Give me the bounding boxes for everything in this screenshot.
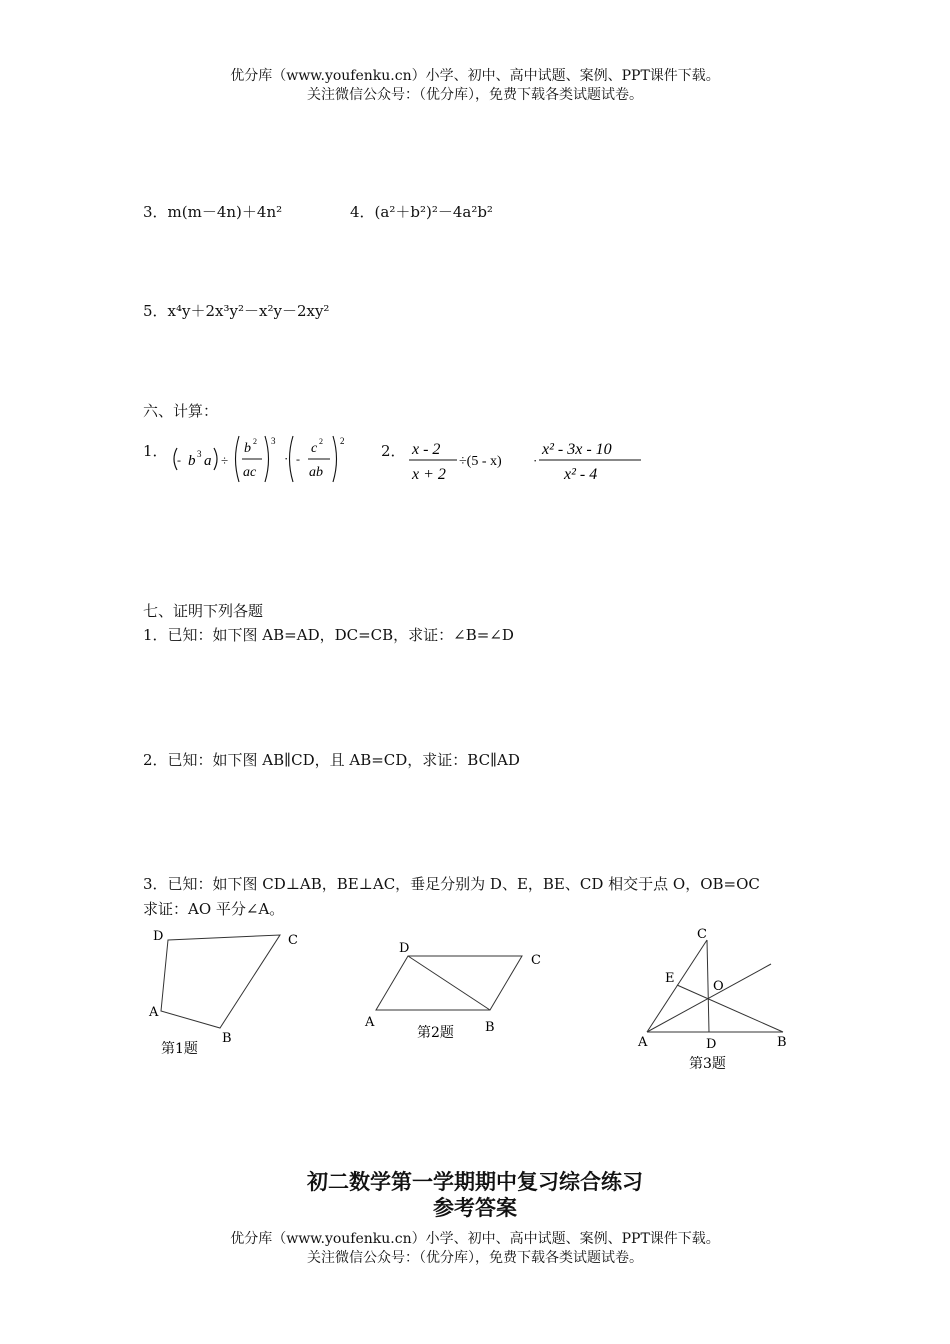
fraction-a-num: x - 2 [412, 441, 441, 458]
diagonal-db [408, 956, 490, 1010]
fraction-b-num: x² - 3x - 10 [542, 441, 612, 458]
label-b: B [777, 1035, 787, 1050]
proof-question-2: 2．已知：如下图 AB∥CD，且 AB=CD，求证：BC∥AD [143, 751, 520, 769]
figure-2 [355, 930, 555, 1050]
problem-4-number: 4． [350, 203, 375, 221]
segment-cd [707, 940, 709, 1032]
answer-subtitle: 参考答案 [433, 1196, 517, 1220]
neg-sign: - [177, 453, 181, 467]
label-d: D [399, 941, 410, 956]
fraction-2-den: ab [309, 465, 323, 480]
segment-ac [647, 940, 707, 1032]
problem-3-number: 3． [143, 203, 168, 221]
quadrilateral-abcd [161, 935, 280, 1028]
label-c: C [288, 933, 298, 948]
base-b: b [188, 453, 196, 469]
figure-3-caption: 第3题 [689, 1056, 726, 1072]
label-a: A [365, 1015, 375, 1030]
figure-3 [625, 922, 805, 1077]
label-c: C [531, 953, 541, 968]
calc-1-expression [165, 432, 355, 488]
label-b: B [222, 1031, 232, 1046]
dot-sign-2: · [533, 453, 538, 468]
fraction-b-den: x² - 4 [564, 466, 598, 483]
base-a: a [204, 453, 212, 469]
label-d: D [153, 929, 164, 944]
divide-sign: ÷ [221, 453, 229, 468]
problem-5 [143, 301, 329, 321]
label-a: A [638, 1035, 648, 1050]
proof-question-1: 1．已知：如下图 AB=AD，DC=CB，求证：∠B=∠D [143, 626, 514, 644]
power-1: 3 [271, 436, 276, 446]
fraction-2-neg: - [296, 452, 300, 466]
footer-line-2: 关注微信公众号：（优分库），免费下载各类试题试卷。 [307, 1250, 643, 1266]
divide-term: ÷(5 - x) [459, 454, 502, 469]
header-line-2: 关注微信公众号：（优分库），免费下载各类试题试卷。 [307, 87, 643, 103]
calc-2-number: 2． [381, 442, 406, 460]
section-7-heading: 七、证明下列各题 [143, 602, 264, 620]
segment-be [677, 985, 783, 1032]
label-a: A [149, 1005, 159, 1020]
proof-question-3-line-2: 求证：AO 平分∠A。 [143, 900, 285, 918]
label-c: C [697, 927, 707, 942]
section-6-heading: 六、计算： [143, 402, 219, 420]
paren-right [214, 448, 217, 470]
proof-question-3-line-1: 3．已知：如下图 CD⊥AB，BE⊥AC，垂足分别为 D、E，BE、CD 相交于点 O，OB=OC [143, 875, 760, 893]
dot-sign: · [284, 451, 289, 466]
label-o: O [713, 979, 724, 994]
bracket-2-right [333, 436, 337, 482]
figure-1-caption: 第1题 [161, 1041, 198, 1057]
bracket-1-right [265, 436, 269, 482]
bracket-2-left [290, 436, 294, 482]
fraction-1-num: b [244, 441, 251, 456]
power-2: 2 [340, 436, 345, 446]
fraction-a-den: x + 2 [412, 466, 446, 483]
problem-3 [143, 202, 282, 222]
bracket-1-left [236, 436, 240, 482]
fraction-2-num: c [311, 441, 318, 456]
calc-2-expression [405, 432, 650, 488]
label-b: B [485, 1020, 495, 1035]
label-d: D [706, 1037, 717, 1052]
exp-3: 3 [197, 449, 202, 459]
calc-1-number: 1． [143, 442, 168, 460]
problem-5-number: 5． [143, 302, 168, 320]
problem-3-expression: m(m－4n)＋4n² [167, 203, 283, 221]
figure-2-caption: 第2题 [417, 1025, 454, 1041]
footer-line-1: 优分库（www.youfenku.cn）小学、初中、高中试题、案例、PPT课件下载。 [230, 1231, 720, 1247]
problem-4 [350, 202, 493, 222]
header-line-1: 优分库（www.youfenku.cn）小学、初中、高中试题、案例、PPT课件下载。 [230, 68, 720, 84]
fraction-2-num-exp: 2 [319, 437, 323, 446]
answer-title: 初二数学第一学期期中复习综合练习 [307, 1170, 643, 1194]
label-e: E [665, 971, 675, 986]
problem-5-expression: x⁴y＋2x³y²－x²y－2xy² [167, 302, 330, 320]
fraction-1-num-exp: 2 [253, 437, 257, 446]
figure-1 [140, 922, 315, 1062]
fraction-1-den: ac [243, 465, 257, 480]
problem-4-expression: (a²＋b²)²－4a²b² [374, 203, 493, 221]
